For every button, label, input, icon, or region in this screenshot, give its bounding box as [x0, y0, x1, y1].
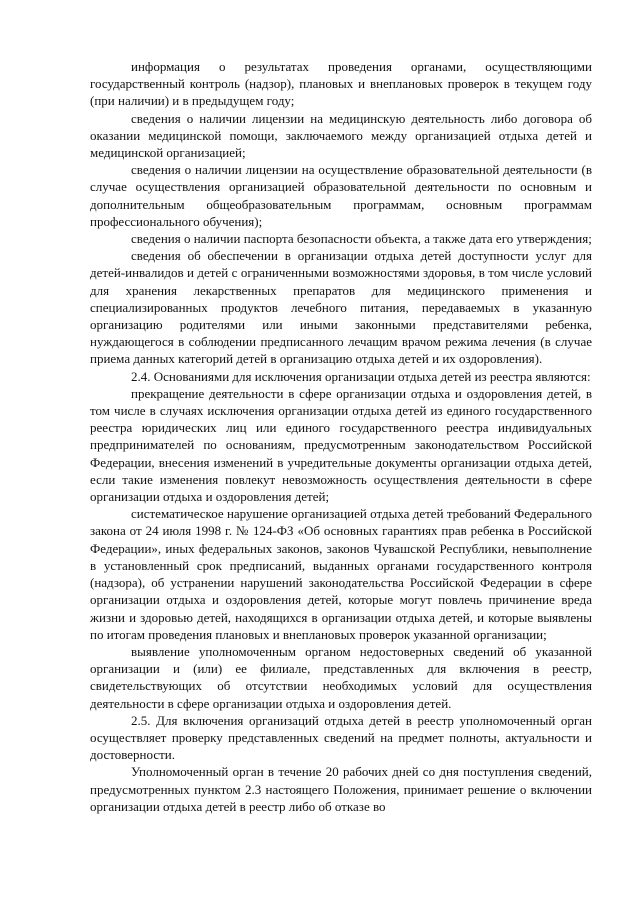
paragraph-systematic-violation: систематическое нарушение организацией отдыха детей требований Федерального закона от 24 июля 1998 г. № 124-ФЗ «Об основных гарантиях прав ребенка в Российской Федерации», иных федеральных законов, законов Чувашской Республики, невыполнение в установленный срок предписаний, выданных органами государственного контроля (надзора), об устранении нарушений законодательства Российской Федерации в сфере организации отдыха и оздоровления детей, которые могут повлечь причинение вреда жизни и здоровью детей, находящихся в организации отдыха детей, и которые выявлены по итогам проведения плановых и внеплановых проверок указанной организации;	[90, 506, 592, 642]
paragraph-medical-license: сведения о наличии лицензии на медицинскую деятельность либо договора об оказании медицинской помощи, заключаемого между организацией отдыха детей и медицинской организацией;	[90, 110, 592, 161]
paragraph-accessibility: сведения об обеспечении в организации отдыха детей доступности услуг для детей-инвалидов и детей с ограниченными возможностями здоровья, в том числе условий для хранения лекарственных препаратов для медицинского применения и специализированных продуктов лечебного питания, передаваемых в указанную организацию родителями или иными законными представителями ребенка, нуждающегося в соблюдении предписанного лечащим врачом режима лечения (в случае приема данных категорий детей в организацию отдыха детей и их оздоровления).	[90, 248, 592, 367]
paragraph-decision: Уполномоченный орган в течение 20 рабочих дней со дня поступления сведений, предусмотренных пунктом 2.3 настоящего Положения, принимает решение о включении организации отдыха детей в реестр либо об отказе во	[90, 764, 592, 814]
paragraph-section-2-5: 2.5. Для включения организаций отдыха детей в реестр уполномоченный орган осуществляет проверку представленных сведений на предмет полноты, актуальности и достоверности.	[90, 712, 592, 763]
paragraph-safety-passport: сведения о наличии паспорта безопасности объекта, а также дата его утверждения;	[131, 231, 592, 247]
paragraph-education-license: сведения о наличии лицензии на осуществление образовательной деятельности (в случае осуществления организацией образовательной деятельности по основным и дополнительным общеобразовательным программам, основным программам профессионального обучения);	[90, 162, 592, 229]
paragraph-false-information: выявление уполномоченным органом недостоверных сведений об указанной организации и (или) ее филиале, представленных для включения в реестр, свидетельствующих об отсутствии необходимых условий для осуществления деятельности в сфере организации отдыха и оздоровления детей.	[90, 643, 592, 711]
paragraph-termination: прекращение деятельности в сфере организации отдыха и оздоровления детей, в том числе в случаях исключения организации отдыха детей из единого государственного реестра юридических лиц или единого государственного реестра индивидуальных предпринимателей по основаниям, предусмотренным законодательством Российской Федерации, внесения изменений в учредительные документы организации отдыха детей, если такие изменения повлекут невозможность осуществления деятельности в сфере организации отдыха и оздоровления детей;	[90, 385, 592, 505]
paragraph-inspection-results: информация о результатах проведения органами, осуществляющими государственный контроль (надзор), плановых и внеплановых проверок в текущем году (при наличии) и в предыдущем году;	[90, 59, 592, 109]
paragraph-section-2-4: 2.4. Основаниями для исключения организации отдыха детей из реестра являются:	[131, 368, 591, 384]
